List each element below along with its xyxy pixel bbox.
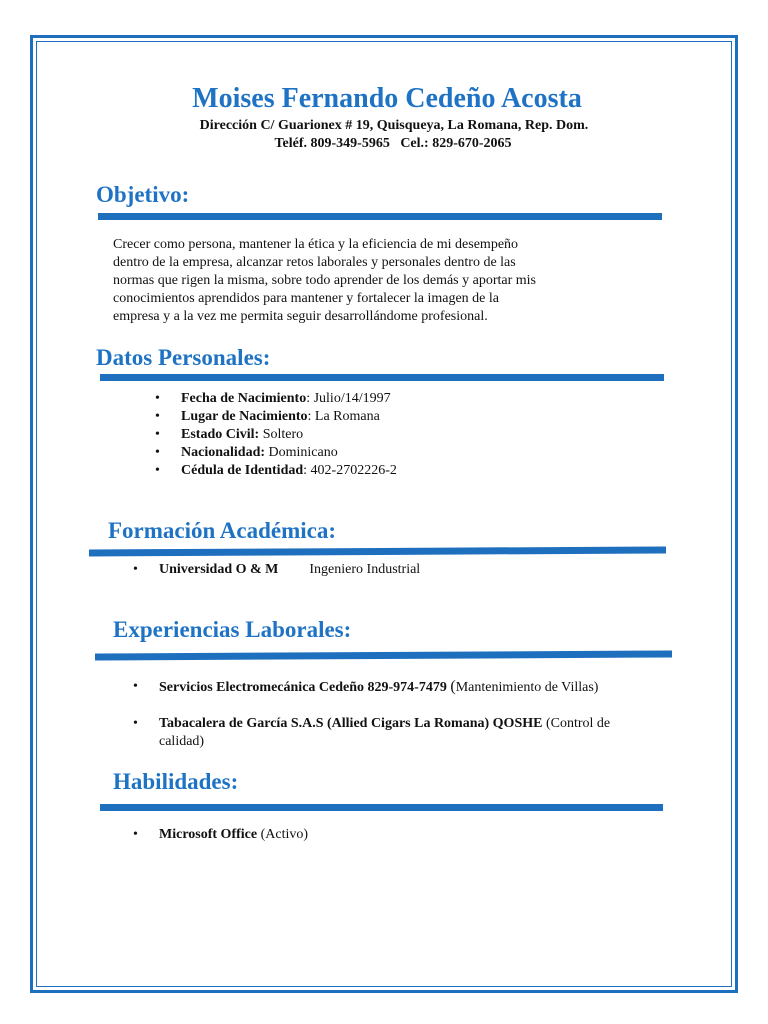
section-rule-datos-personales	[100, 374, 664, 381]
list-item	[155, 444, 397, 462]
item-value: Ingeniero Industrial	[309, 562, 421, 577]
list-item	[133, 678, 659, 697]
item-label: Lugar de Nacimiento	[181, 409, 308, 424]
list-item	[155, 426, 397, 444]
section-title-experiencias: Experiencias Laborales:	[113, 617, 352, 642]
bullet-icon: •	[155, 427, 160, 442]
item-separator: :	[303, 463, 311, 478]
item-label: Estado Civil:	[181, 427, 260, 442]
bullet-icon: •	[155, 463, 160, 478]
item-label: Fecha de Nacimiento	[181, 391, 307, 406]
bullet-icon: •	[133, 562, 138, 577]
experience-list	[133, 678, 659, 751]
item-value: (Control de	[545, 716, 611, 731]
item-paren: (	[450, 678, 456, 695]
section-rule-habilidades	[100, 804, 663, 811]
personal-data-list	[155, 390, 397, 480]
item-label: Nacionalidad:	[181, 445, 266, 460]
skills-list	[133, 826, 309, 844]
section-rule-objetivo	[98, 213, 662, 220]
item-separator: :	[307, 409, 315, 424]
item-value: (Activo)	[260, 827, 309, 842]
item-value: 402-2702226-2	[310, 463, 397, 478]
bullet-icon: •	[133, 827, 138, 842]
phone-line: Teléf. 809-349-5965 Cel.: 829-670-2065	[274, 136, 512, 151]
list-item	[133, 826, 309, 844]
objective-line: normas que rigen la misma, sobre todo aprender de los demás y aportar mis	[113, 273, 536, 288]
item-value: Soltero	[262, 427, 304, 442]
item-value: La Romana	[314, 409, 380, 424]
list-item	[155, 408, 397, 426]
objective-line: Crecer como persona, mantener la ética y la eficiencia de mi desempeño	[113, 237, 519, 252]
section-title-formacion: Formación Académica:	[108, 518, 337, 543]
objective-line: conocimientos aprendidos para mantener y fortalecer la imagen de la	[113, 291, 499, 306]
bullet-icon: •	[155, 445, 160, 460]
bullet-icon: •	[155, 409, 160, 424]
item-value-continued: calidad)	[159, 734, 205, 749]
section-title-datos-personales: Datos Personales:	[96, 345, 271, 370]
item-separator: :	[306, 391, 314, 406]
list-item	[155, 390, 397, 408]
bullet-icon: •	[133, 716, 138, 731]
bullet-icon: •	[155, 391, 160, 406]
objective-paragraph	[113, 236, 583, 326]
list-item	[155, 462, 397, 480]
list-item	[133, 715, 659, 751]
section-title-objetivo: Objetivo:	[96, 182, 190, 207]
resume-name: Moises Fernando Cedeño Acosta	[192, 83, 582, 114]
item-label: Microsoft Office	[159, 827, 258, 842]
objective-line: empresa y a la vez me permita seguir desarrollándome profesional.	[113, 309, 488, 324]
address-line: Dirección C/ Guarionex # 19, Quisqueya, La Romana, Rep. Dom.	[199, 118, 589, 133]
item-value: Mantenimiento de Villas)	[455, 680, 599, 695]
item-label: Universidad O & M	[159, 562, 279, 577]
education-list	[133, 561, 421, 579]
section-title-habilidades: Habilidades:	[113, 769, 239, 794]
objective-line: dentro de la empresa, alcanzar retos laborales y personales dentro de las	[113, 255, 516, 270]
item-value: Julio/14/1997	[313, 391, 391, 406]
list-item	[133, 561, 421, 579]
item-label: Cédula de Identidad	[181, 463, 304, 478]
item-label: Servicios Electromecánica Cedeño 829-974-7479	[159, 680, 447, 695]
item-value: Dominicano	[268, 445, 338, 460]
bullet-icon: •	[133, 679, 138, 694]
item-label: Tabacalera de García S.A.S (Allied Cigars La Romana) QOSHE	[159, 716, 543, 731]
